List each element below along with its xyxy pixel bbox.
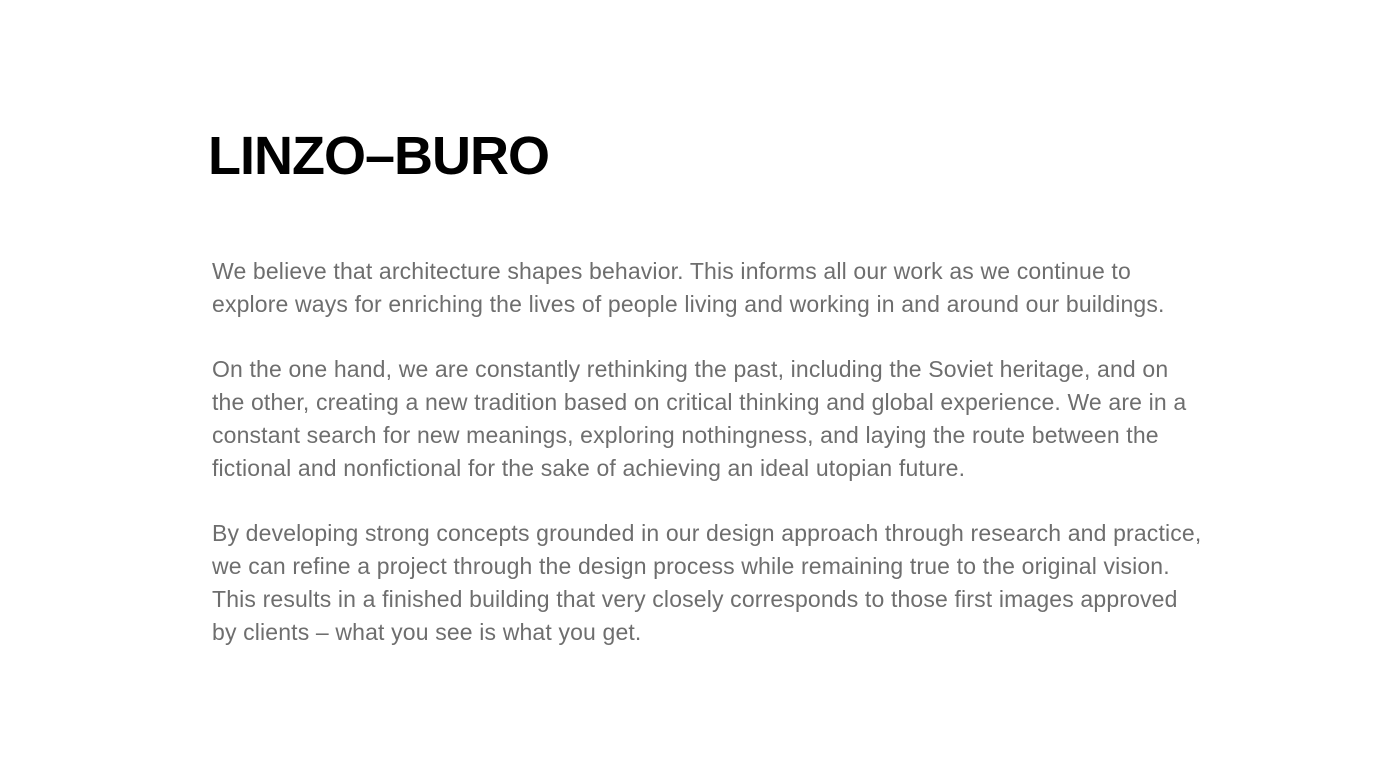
intro-text bbox=[212, 255, 1202, 681]
intro-paragraph-2: On the one hand, we are constantly rethinking the past, including the Soviet heritage, and on the other, creating a new tradition based on critical thinking and global experience. We are in a constant search for new meanings, exploring nothingness, and laying the route between the fictional and nonfictional for the sake of achieving an ideal utopian future. bbox=[212, 356, 1187, 481]
intro-paragraph-1: We believe that architecture shapes behavior. This informs all our work as we continue to explore ways for enriching the lives of people living and working in and around our buildings. bbox=[212, 258, 1165, 317]
logo[interactable]: LINZO–BURO bbox=[208, 126, 549, 186]
intro-paragraph-3: By developing strong concepts grounded in our design approach through research and practice, we can refine a project through the design process while remaining true to the original vision. This results in a finished building that very closely corresponds to those first images approved by clients – what you see is what you get. bbox=[212, 520, 1202, 645]
